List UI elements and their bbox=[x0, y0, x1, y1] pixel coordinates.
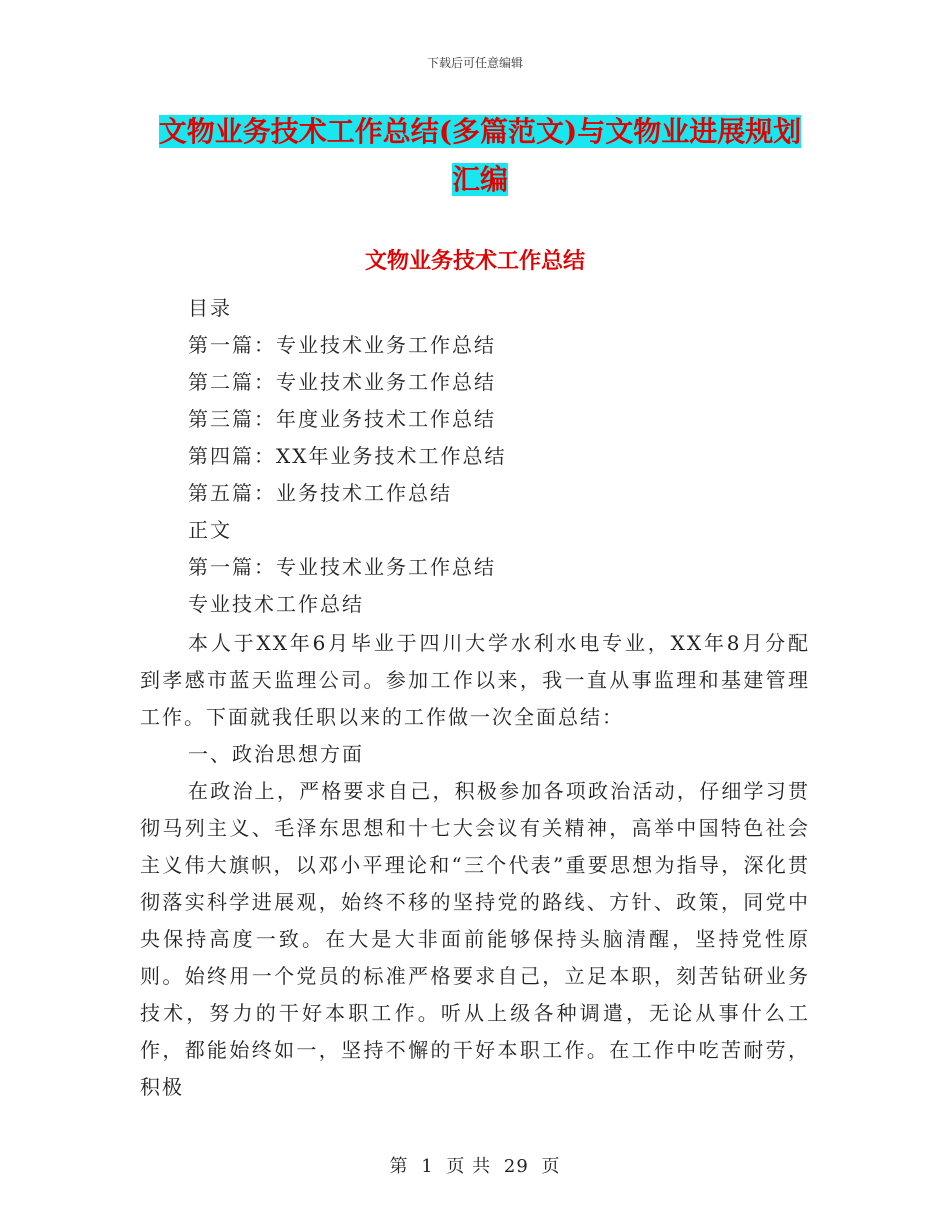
chapter-heading: 第一篇：专业技术业务工作总结 bbox=[188, 555, 496, 579]
toc-item: 第一篇：专业技术业务工作总结 bbox=[188, 333, 496, 357]
footer-total-pages: 29 bbox=[503, 1156, 529, 1177]
page-footer bbox=[0, 1152, 950, 1178]
body-subheading: 一、政治思想方面 bbox=[188, 742, 364, 766]
toc-item: 第二篇：专业技术业务工作总结 bbox=[188, 370, 496, 394]
document-title-line-1: 文物业务技术工作总结(多篇范文)与文物业进展规划 bbox=[158, 115, 802, 148]
section-title: 文物业务技术工作总结 bbox=[364, 248, 585, 274]
footer-page-number: 1 bbox=[421, 1156, 434, 1177]
toc-item: 第五篇：业务技术工作总结 bbox=[188, 481, 452, 505]
table-of-contents bbox=[188, 290, 828, 623]
chapter-subheading: 专业技术工作总结 bbox=[188, 592, 364, 616]
footer-suffix: 页 bbox=[541, 1156, 561, 1177]
header-note: 下载后可任意编辑 bbox=[426, 56, 523, 70]
footer-prefix: 第 bbox=[389, 1156, 409, 1177]
body-heading: 正文 bbox=[188, 518, 232, 542]
footer-middle: 页 共 bbox=[446, 1156, 492, 1177]
toc-heading: 目录 bbox=[188, 296, 232, 320]
body-text bbox=[140, 625, 810, 1106]
body-paragraph: 在政治上，严格要求自己，积极参加各项政治活动，仔细学习贯彻马列主义、毛泽东思想和十七大会议有关精神，高举中国特色社会主义伟大旗帜，以邓小平理论和“三个代表”重要思想为指导，深化贯彻落实科学进展观，始终不移的坚持党的路线、方针、政策，同党中央保持高度一致。在大是大非面前能够保持头脑清醒，坚持党性原则。始终用一个党员的标准严格要求自己，立足本职，刻苦钻研业务技术，努力的干好本职工作。听从上级各种调遣，无论从事什么工作，都能始终如一，坚持不懈的干好本职工作。在工作中吃苦耐劳，积极 bbox=[140, 779, 810, 1099]
document-title bbox=[150, 108, 810, 204]
document-title-line-2: 汇编 bbox=[451, 163, 508, 196]
body-paragraph: 本人于XX年6月毕业于四川大学水利水电专业，XX年8月分配到孝感市蓝天监理公司。参加工作以来，我一直从事监理和基建管理工作。下面就我任职以来的工作做一次全面总结： bbox=[140, 631, 810, 729]
toc-item: 第四篇：XX年业务技术工作总结 bbox=[188, 444, 507, 468]
toc-item: 第三篇：年度业务技术工作总结 bbox=[188, 407, 496, 431]
